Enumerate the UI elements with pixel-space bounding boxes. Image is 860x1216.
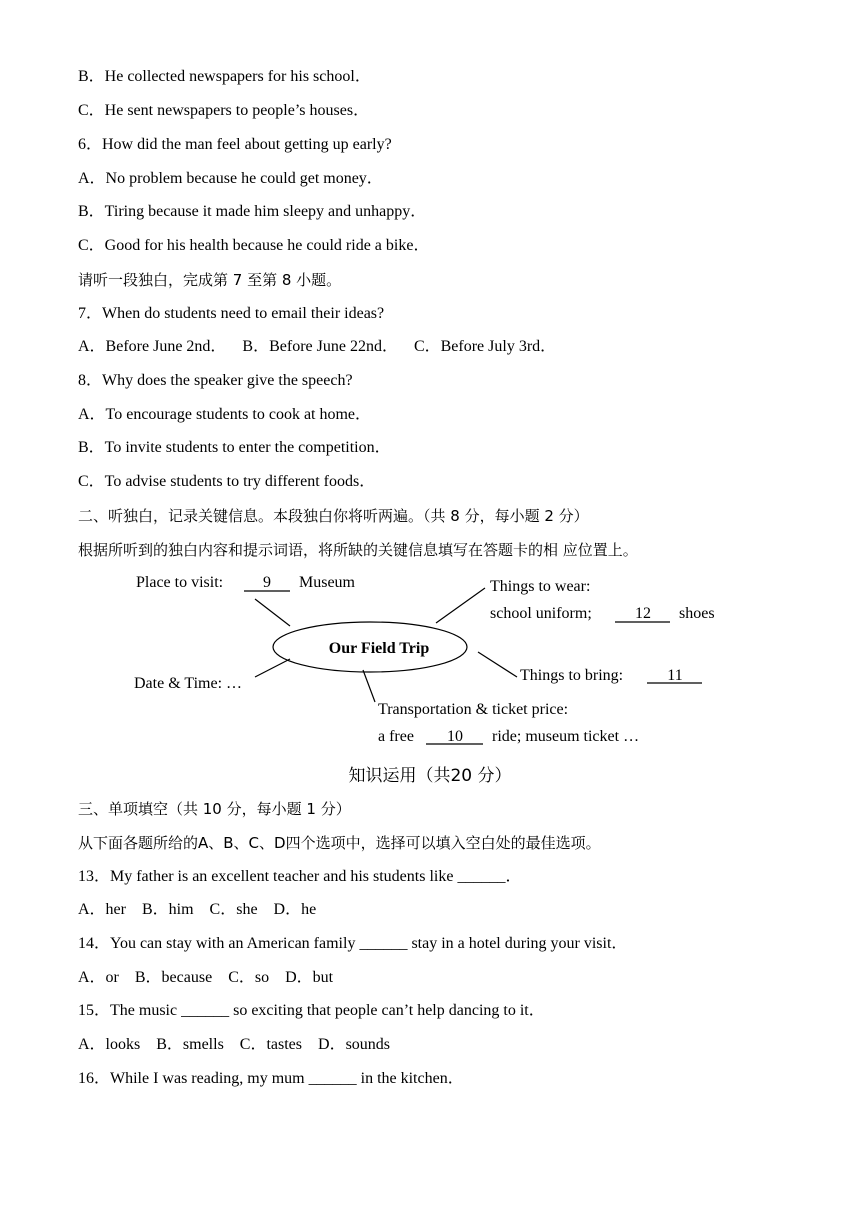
options-7: A．Before June 2nd． B．Before June 22nd． C．Before July 3rd．: [78, 338, 557, 355]
question-8: 8．Why does the speaker give the speech?: [78, 372, 353, 389]
options-14: A．or B．because C．so D．but: [78, 969, 334, 986]
option-6b: B．Tiring because it made him sleepy and unhappy．: [78, 203, 427, 220]
section-heading: 知识运用（共20 分）: [348, 766, 512, 786]
options-13: A．her B．him C．she D．he: [78, 901, 317, 918]
wear-label: Things to wear:: [490, 578, 591, 595]
option-5c: C．He sent newspapers to people’s houses．: [78, 102, 370, 119]
instruction-7-8: 请听一段独白，完成第 7 至第 8 小题。: [78, 271, 342, 289]
option-8b: B．To invite students to enter the competition．: [78, 439, 391, 456]
section-3-title: 三、单项填空（共 10 分，每小题 1 分）: [78, 800, 351, 818]
transport-prefix: a free: [378, 728, 414, 745]
question-15: 15．The music ______ so exciting that people can’t help dancing to it．: [78, 1002, 545, 1019]
option-5b: B．He collected newspapers for his school．: [78, 68, 371, 85]
date-label: Date & Time: …: [134, 675, 243, 692]
bring-label: Things to bring:: [520, 667, 624, 684]
wear-prefix: school uniform;: [490, 605, 592, 622]
blank-9-number: 9: [263, 574, 271, 591]
connector-transport: [363, 670, 375, 702]
blank-12-number: 12: [635, 605, 651, 622]
transport-label: Transportation & ticket price:: [378, 701, 569, 718]
blank-11-number: 11: [667, 667, 683, 684]
question-13: 13．My father is an excellent teacher and his students like ______．: [78, 868, 522, 885]
connector-bring: [478, 652, 517, 677]
connector-date: [255, 659, 290, 677]
wear-suffix: shoes: [679, 605, 715, 622]
field-trip-mind-map: [0, 562, 860, 762]
option-8a: A．To encourage students to cook at home．: [78, 406, 372, 423]
blank-10-number: 10: [447, 728, 463, 745]
section-2-title: 二、听独白，记录关键信息。本段独白你将听两遍。（共 8 分，每小题 2 分）: [78, 507, 589, 525]
option-8c: C．To advise students to try different foods．: [78, 473, 376, 490]
option-6c: C．Good for his health because he could ride a bike．: [78, 237, 430, 254]
section-3-instruction: 从下面各题所给的A、B、C、D四个选项中，选择可以填入空白处的最佳选项。: [78, 834, 601, 852]
connector-place: [255, 599, 290, 626]
option-6a: A．No problem because he could get money．: [78, 170, 383, 187]
center-label: Our Field Trip: [328, 640, 430, 657]
place-label: Place to visit:: [136, 574, 224, 591]
connector-wear: [436, 588, 485, 623]
place-suffix: Museum: [299, 574, 355, 591]
question-7: 7．When do students need to email their ideas?: [78, 305, 385, 322]
question-16: 16．While I was reading, my mum ______ in the kitchen．: [78, 1070, 464, 1087]
section-2-instruction: 根据所听到的独白内容和提示词语，将所缺的关键信息填写在答题卡的相 应位置上。: [78, 541, 638, 559]
question-14: 14．You can stay with an American family ______ stay in a hotel during your visit．: [78, 935, 628, 952]
question-6: 6．How did the man feel about getting up early?: [78, 136, 392, 153]
transport-suffix: ride; museum ticket …: [492, 728, 640, 745]
options-15: A．looks B．smells C．tastes D．sounds: [78, 1036, 391, 1053]
